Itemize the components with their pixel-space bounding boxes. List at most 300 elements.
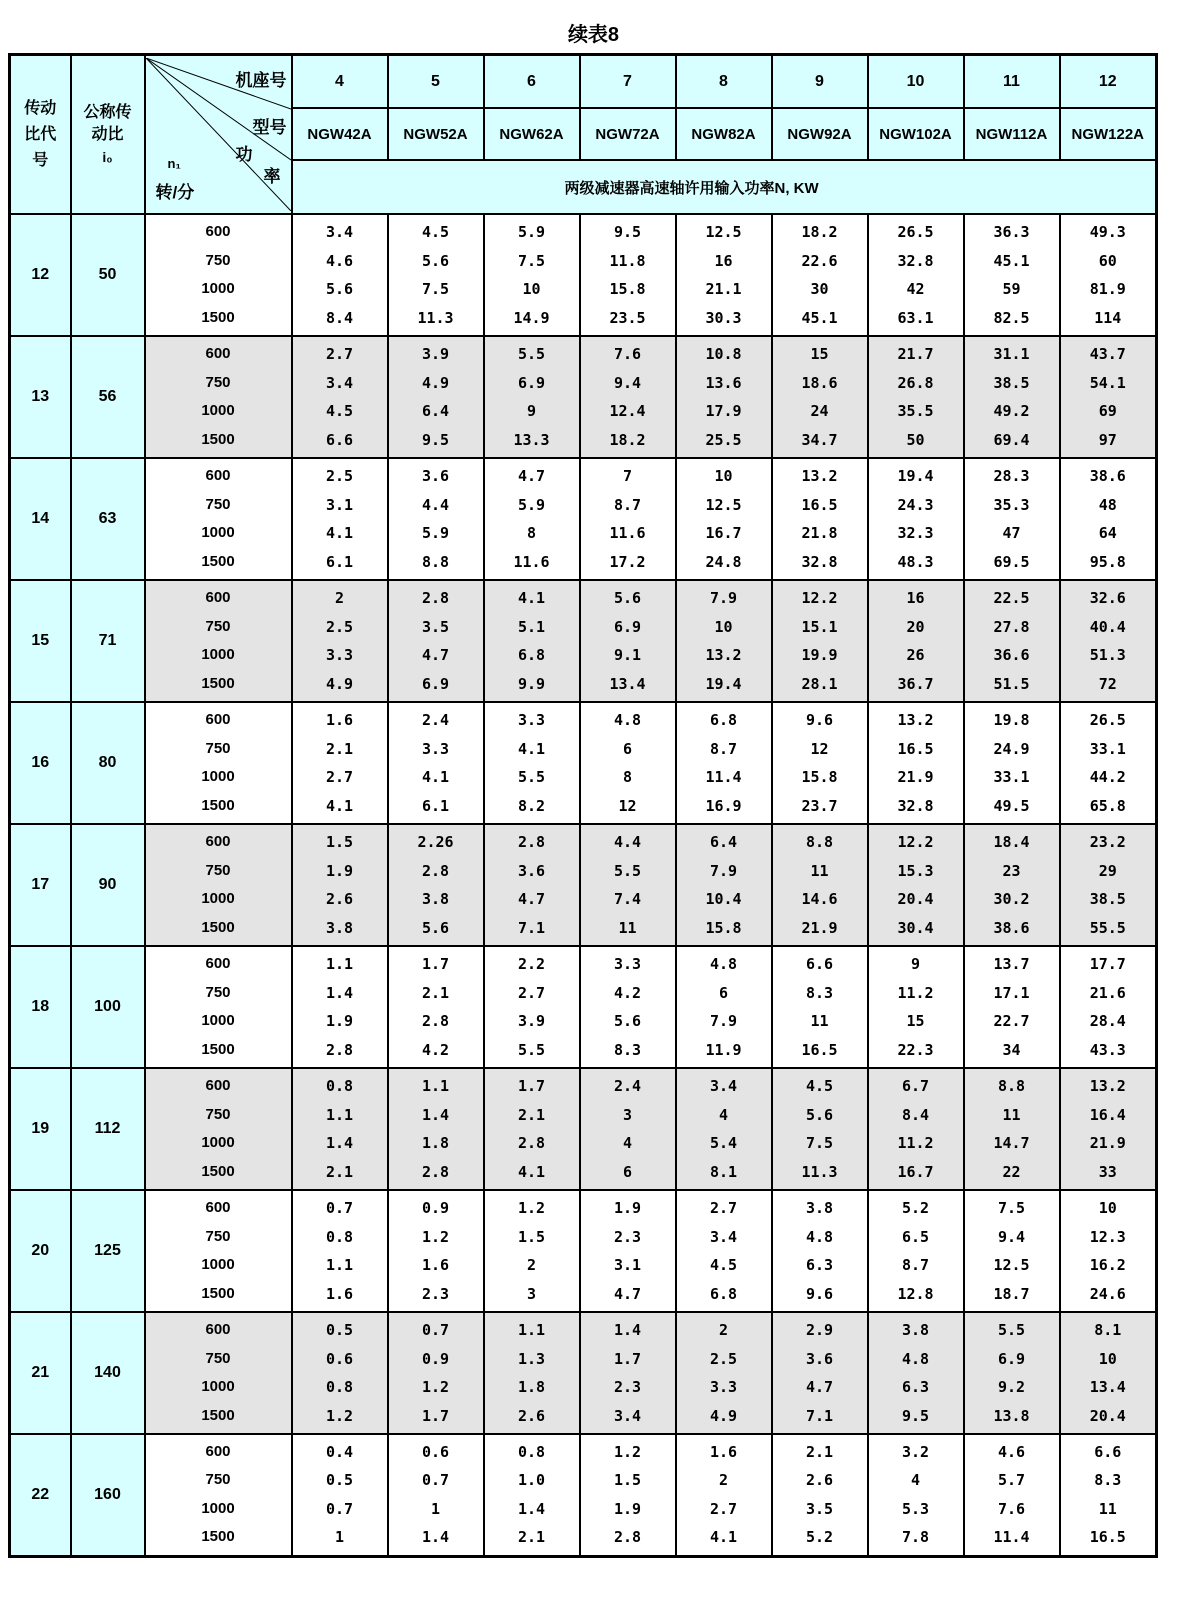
power-value: 27.8 xyxy=(993,617,1030,636)
power-value: 12.8 xyxy=(897,1284,934,1303)
power-value: 63.1 xyxy=(897,308,934,327)
power-value-cell xyxy=(1060,1312,1157,1434)
power-value: 22.6 xyxy=(801,251,838,270)
power-value: 3.8 xyxy=(421,890,450,908)
power-value: 6.1 xyxy=(325,552,354,571)
power-value: 23.5 xyxy=(609,308,646,327)
power-value: 97 xyxy=(1098,430,1117,449)
power-value: 32.8 xyxy=(897,796,934,815)
power-value: 2.7 xyxy=(325,345,354,363)
input-speed-value: 750 xyxy=(205,1227,231,1245)
model-header: NGW62A xyxy=(484,108,580,160)
power-value-cell xyxy=(676,336,772,458)
power-value: 1.2 xyxy=(517,1199,546,1217)
power-value: 48 xyxy=(1098,495,1117,514)
power-value-cell xyxy=(772,214,868,336)
power-value: 2.7 xyxy=(709,1199,738,1217)
power-value: 0.9 xyxy=(421,1199,450,1217)
power-value-cell xyxy=(580,1434,676,1556)
input-speed-value: 1500 xyxy=(201,1162,235,1180)
power-value: 38.5 xyxy=(993,373,1030,392)
power-value: 3.8 xyxy=(325,918,354,937)
frame-header: 9 xyxy=(772,55,868,109)
power-value: 24.6 xyxy=(1089,1284,1126,1303)
power-value: 24 xyxy=(810,402,829,420)
power-value: 20.4 xyxy=(897,890,934,908)
power-value: 11.3 xyxy=(417,308,454,327)
power-value: 13.4 xyxy=(1089,1378,1126,1396)
diag-speed-symbol: n₁ xyxy=(167,156,181,171)
power-value: 9.1 xyxy=(613,646,642,664)
power-value-cell xyxy=(292,1190,388,1312)
power-value-cell xyxy=(1060,702,1157,824)
power-value: 8.1 xyxy=(709,1162,738,1181)
power-value: 6.6 xyxy=(805,955,834,973)
power-value: 9.5 xyxy=(421,430,450,449)
power-value: 31.1 xyxy=(993,345,1030,363)
power-value: 0.8 xyxy=(517,1442,546,1461)
power-value: 6.4 xyxy=(709,833,738,851)
power-value: 21.9 xyxy=(801,918,838,937)
power-value-cell xyxy=(580,946,676,1068)
power-value: 4.9 xyxy=(325,674,354,693)
power-value: 12.2 xyxy=(897,833,934,851)
power-value: 44.2 xyxy=(1089,768,1126,786)
power-value: 3.5 xyxy=(805,1499,834,1518)
power-value: 3.3 xyxy=(517,711,546,729)
power-value-cell xyxy=(772,580,868,702)
power-value: 12.5 xyxy=(705,223,742,241)
power-value: 4.1 xyxy=(517,1162,546,1181)
power-value-cell xyxy=(964,214,1060,336)
power-value-cell xyxy=(868,824,964,946)
power-value: 4.7 xyxy=(805,1378,834,1396)
power-value: 3 xyxy=(622,1105,633,1124)
power-value: 0.4 xyxy=(325,1442,354,1461)
power-value: 12.2 xyxy=(801,589,838,607)
power-value-cell xyxy=(964,458,1060,580)
power-value-cell xyxy=(676,1068,772,1190)
power-value: 3.4 xyxy=(325,373,354,392)
power-value: 9.4 xyxy=(997,1227,1026,1246)
power-value: 16.9 xyxy=(705,796,742,815)
power-value: 6.5 xyxy=(901,1227,930,1246)
power-value: 3.2 xyxy=(901,1442,930,1461)
power-value: 3.8 xyxy=(901,1321,930,1339)
power-value: 30 xyxy=(810,280,829,298)
table-row xyxy=(10,580,1157,702)
power-value: 2.5 xyxy=(325,467,354,485)
power-value: 6.9 xyxy=(421,674,450,693)
power-value-cell xyxy=(964,1190,1060,1312)
nominal-ratio-cell: 80 xyxy=(71,702,145,824)
power-value: 38.6 xyxy=(1089,467,1126,485)
power-value: 6.7 xyxy=(901,1077,930,1095)
power-value: 11.4 xyxy=(705,768,742,786)
power-value: 3 xyxy=(526,1284,537,1303)
power-value: 6.4 xyxy=(421,402,450,420)
power-value: 1.6 xyxy=(325,1284,354,1303)
power-value: 36.7 xyxy=(897,674,934,693)
power-value: 0.5 xyxy=(325,1321,354,1339)
power-value: 2.8 xyxy=(517,1134,546,1152)
header-nominal-ratio-line: 公称传 xyxy=(83,103,132,121)
power-value: 7 xyxy=(622,467,633,485)
power-value-cell xyxy=(292,214,388,336)
power-value: 5.9 xyxy=(517,223,546,241)
power-value-cell xyxy=(484,1190,580,1312)
power-value: 3.9 xyxy=(421,345,450,363)
power-value: 1.2 xyxy=(325,1406,354,1425)
power-value: 4.6 xyxy=(325,251,354,270)
power-value: 14.9 xyxy=(513,308,550,327)
power-value: 22.5 xyxy=(993,589,1030,607)
power-value-cell xyxy=(388,1434,484,1556)
power-value: 1.7 xyxy=(517,1077,546,1095)
power-value-cell xyxy=(388,1190,484,1312)
power-value: 8.8 xyxy=(421,552,450,571)
input-speed-value: 750 xyxy=(205,617,231,635)
table-row xyxy=(10,336,1157,458)
diag-frame-label: 机座号 xyxy=(235,71,287,90)
input-speed-value: 1500 xyxy=(201,796,235,814)
power-value: 15.3 xyxy=(897,861,934,880)
table-row xyxy=(10,1434,1157,1556)
power-value-cell xyxy=(388,1312,484,1434)
power-value: 2.4 xyxy=(613,1077,642,1095)
power-value: 49.2 xyxy=(993,402,1030,420)
power-value-cell xyxy=(676,458,772,580)
power-value: 3.3 xyxy=(421,739,450,758)
power-value: 21.1 xyxy=(705,280,742,298)
diag-power-label-1: 功 xyxy=(235,145,253,164)
power-value: 4.1 xyxy=(325,796,354,815)
power-value: 2.4 xyxy=(421,711,450,729)
power-value: 6.8 xyxy=(709,1284,738,1303)
power-value: 4.9 xyxy=(709,1406,738,1425)
power-value: 1.5 xyxy=(613,1471,642,1490)
table-row xyxy=(10,214,1157,336)
power-value-cell xyxy=(292,702,388,824)
power-value: 16.7 xyxy=(705,524,742,542)
power-value: 8.4 xyxy=(325,308,354,327)
power-value: 3.3 xyxy=(709,1378,738,1396)
input-speed-value: 1500 xyxy=(201,308,235,326)
power-value: 3.8 xyxy=(805,1199,834,1217)
input-speed-value: 1000 xyxy=(201,646,235,663)
power-value: 11.2 xyxy=(897,983,934,1002)
power-value-cell xyxy=(868,1434,964,1556)
power-value: 0.9 xyxy=(421,1349,450,1368)
power-value-cell xyxy=(580,1312,676,1434)
power-value: 18.6 xyxy=(801,373,838,392)
input-speed-cell xyxy=(145,1434,292,1556)
power-value: 7.8 xyxy=(901,1528,930,1547)
power-value: 16.5 xyxy=(1089,1528,1126,1547)
power-value: 7.5 xyxy=(517,251,546,270)
power-value: 4.7 xyxy=(517,890,546,908)
input-speed-cell xyxy=(145,458,292,580)
power-value: 36.3 xyxy=(993,223,1030,241)
power-value: 2.7 xyxy=(709,1499,738,1518)
power-value: 2.7 xyxy=(325,768,354,786)
input-speed-cell xyxy=(145,336,292,458)
power-value: 4.1 xyxy=(517,589,546,607)
input-speed-cell xyxy=(145,1312,292,1434)
power-value: 26.5 xyxy=(897,223,934,241)
power-value: 4.1 xyxy=(325,524,354,542)
power-value: 20 xyxy=(906,617,925,636)
power-value: 23.7 xyxy=(801,796,838,815)
power-value-cell xyxy=(580,214,676,336)
power-value: 5.1 xyxy=(517,617,546,636)
power-value: 2.1 xyxy=(517,1528,546,1547)
input-speed-value: 600 xyxy=(205,589,231,606)
power-value: 7.9 xyxy=(709,589,738,607)
power-value: 7.1 xyxy=(517,918,546,937)
input-speed-value: 600 xyxy=(205,955,231,972)
power-value-cell xyxy=(676,580,772,702)
power-value: 2 xyxy=(334,589,345,607)
power-value-cell xyxy=(580,702,676,824)
power-value: 34 xyxy=(1002,1040,1021,1059)
power-value-cell xyxy=(292,336,388,458)
power-value: 13.2 xyxy=(897,711,934,729)
power-value: 0.7 xyxy=(421,1471,450,1490)
power-value-cell xyxy=(868,458,964,580)
power-value: 26.5 xyxy=(1089,711,1126,729)
power-value: 7.1 xyxy=(805,1406,834,1425)
power-value-cell xyxy=(580,824,676,946)
power-value: 25.5 xyxy=(705,430,742,449)
power-value: 23 xyxy=(1002,861,1021,880)
power-value-cell xyxy=(676,824,772,946)
power-value: 81.9 xyxy=(1089,280,1126,298)
power-value: 72 xyxy=(1098,674,1117,693)
input-speed-cell xyxy=(145,824,292,946)
power-value: 1.9 xyxy=(613,1199,642,1217)
power-value: 0.7 xyxy=(421,1321,450,1339)
power-value: 23.2 xyxy=(1089,833,1126,851)
input-speed-cell xyxy=(145,702,292,824)
power-value-cell xyxy=(868,214,964,336)
power-value: 1 xyxy=(430,1499,441,1518)
power-value: 2.7 xyxy=(517,983,546,1002)
power-value: 17.7 xyxy=(1089,955,1126,973)
power-value: 30.4 xyxy=(897,918,934,937)
power-value: 4.8 xyxy=(709,955,738,973)
model-header: NGW72A xyxy=(580,108,676,160)
power-value: 51.3 xyxy=(1089,646,1126,664)
power-value: 35.3 xyxy=(993,495,1030,514)
power-value: 2.8 xyxy=(421,861,450,880)
power-value-cell xyxy=(1060,1434,1157,1556)
power-value: 16.5 xyxy=(801,495,838,514)
power-value-cell xyxy=(292,1312,388,1434)
power-value-cell xyxy=(388,580,484,702)
power-value: 2.8 xyxy=(613,1528,642,1547)
power-value: 51.5 xyxy=(993,674,1030,693)
power-value: 11.6 xyxy=(609,524,646,542)
power-value: 1.7 xyxy=(421,1406,450,1425)
input-speed-value: 1500 xyxy=(201,430,235,448)
power-value-cell xyxy=(676,1312,772,1434)
frame-header: 11 xyxy=(964,55,1060,109)
power-value-cell xyxy=(964,946,1060,1068)
power-value-cell xyxy=(484,946,580,1068)
power-value: 4.4 xyxy=(613,833,642,851)
input-speed-value: 600 xyxy=(205,223,231,240)
power-value: 11 xyxy=(618,918,637,937)
power-value: 95.8 xyxy=(1089,552,1126,571)
input-speed-value: 1000 xyxy=(201,768,235,785)
power-value: 2 xyxy=(526,1256,537,1274)
power-value: 26.8 xyxy=(897,373,934,392)
input-speed-value: 1500 xyxy=(201,674,235,692)
power-value: 1.1 xyxy=(325,1256,354,1274)
power-value-cell xyxy=(964,1312,1060,1434)
power-value: 4.6 xyxy=(997,1442,1026,1461)
input-speed-value: 600 xyxy=(205,345,231,362)
power-value: 0.6 xyxy=(325,1349,354,1368)
power-value: 11 xyxy=(1098,1499,1117,1518)
power-value: 5.6 xyxy=(613,1012,642,1030)
power-value: 1.5 xyxy=(325,833,354,851)
input-speed-value: 1000 xyxy=(201,1256,235,1273)
power-value: 12.5 xyxy=(705,495,742,514)
power-value: 6.9 xyxy=(997,1349,1026,1368)
power-value: 8.4 xyxy=(901,1105,930,1124)
power-value: 69 xyxy=(1098,402,1117,420)
power-value: 28.1 xyxy=(801,674,838,693)
table-row xyxy=(10,1068,1157,1190)
power-value: 6 xyxy=(622,739,633,758)
power-value-cell xyxy=(1060,824,1157,946)
power-value: 15.1 xyxy=(801,617,838,636)
power-value-cell xyxy=(484,580,580,702)
power-value: 1.3 xyxy=(517,1349,546,1368)
input-speed-value: 1000 xyxy=(201,1378,235,1395)
nominal-ratio-cell: 63 xyxy=(71,458,145,580)
power-value-cell xyxy=(772,1434,868,1556)
power-value: 1.8 xyxy=(421,1134,450,1152)
power-value: 24.8 xyxy=(705,552,742,571)
power-value-cell xyxy=(388,946,484,1068)
power-value: 18.4 xyxy=(993,833,1030,851)
power-value: 9.5 xyxy=(613,223,642,241)
power-value: 69.5 xyxy=(993,552,1030,571)
power-value: 4.2 xyxy=(421,1040,450,1059)
power-value-cell xyxy=(868,1068,964,1190)
power-value: 33 xyxy=(1098,1162,1117,1181)
power-value: 7.9 xyxy=(709,861,738,880)
model-header: NGW112A xyxy=(964,108,1060,160)
power-value: 21.9 xyxy=(1089,1134,1126,1152)
table-row xyxy=(10,458,1157,580)
power-value: 16.5 xyxy=(897,739,934,758)
power-value: 4.2 xyxy=(613,983,642,1002)
power-value-cell xyxy=(1060,580,1157,702)
power-value: 3.6 xyxy=(421,467,450,485)
power-value: 3.3 xyxy=(325,646,354,664)
power-value: 1.1 xyxy=(421,1077,450,1095)
power-value: 2.6 xyxy=(805,1471,834,1490)
ratio-code-cell: 16 xyxy=(10,702,71,824)
power-value: 2.8 xyxy=(325,1040,354,1059)
power-value: 1.1 xyxy=(325,955,354,973)
power-value: 22 xyxy=(1002,1162,1021,1181)
power-value: 4.9 xyxy=(421,373,450,392)
power-value: 10 xyxy=(714,617,733,636)
header-diagonal-cell xyxy=(145,55,292,215)
power-value: 1.9 xyxy=(613,1499,642,1518)
power-value: 3.1 xyxy=(325,495,354,514)
power-value: 2.1 xyxy=(325,739,354,758)
power-value-cell xyxy=(964,580,1060,702)
input-speed-value: 600 xyxy=(205,1321,231,1338)
power-value: 8.1 xyxy=(1094,1321,1122,1339)
power-value-cell xyxy=(868,580,964,702)
power-value: 48.3 xyxy=(897,552,934,571)
power-value-cell xyxy=(580,580,676,702)
power-value: 5.5 xyxy=(997,1321,1026,1339)
power-value-cell xyxy=(964,1434,1060,1556)
power-value: 13.8 xyxy=(993,1406,1030,1425)
power-value: 21.8 xyxy=(801,524,838,542)
power-value-cell xyxy=(676,702,772,824)
power-value-cell xyxy=(868,1312,964,1434)
power-value: 32.8 xyxy=(801,552,838,571)
power-value: 1.7 xyxy=(421,955,450,973)
input-speed-cell xyxy=(145,1190,292,1312)
input-speed-cell xyxy=(145,946,292,1068)
model-header: NGW82A xyxy=(676,108,772,160)
power-value-cell xyxy=(676,214,772,336)
power-value: 2.3 xyxy=(421,1284,450,1303)
power-value: 6.8 xyxy=(517,646,546,664)
power-value: 7.4 xyxy=(613,890,642,908)
power-value: 1.4 xyxy=(613,1321,642,1339)
power-value: 18.7 xyxy=(993,1284,1030,1303)
power-value-cell xyxy=(868,702,964,824)
power-rating-table xyxy=(8,53,1158,1558)
power-value: 3.3 xyxy=(613,955,642,973)
power-value: 0.6 xyxy=(421,1442,450,1461)
power-value: 4 xyxy=(622,1134,633,1152)
power-value: 28.3 xyxy=(993,467,1030,485)
power-value: 30.2 xyxy=(993,890,1030,908)
power-value: 12.3 xyxy=(1089,1227,1126,1246)
input-speed-value: 1500 xyxy=(201,1528,235,1546)
table-row xyxy=(10,1312,1157,1434)
input-speed-value: 1500 xyxy=(201,1284,235,1302)
power-value-cell xyxy=(676,946,772,1068)
power-value: 6.9 xyxy=(517,373,546,392)
nominal-ratio-cell: 160 xyxy=(71,1434,145,1556)
power-value: 54.1 xyxy=(1089,373,1126,392)
input-speed-value: 750 xyxy=(205,1105,231,1123)
header-nominal-ratio xyxy=(71,55,145,215)
power-value-cell xyxy=(292,946,388,1068)
power-value: 3.6 xyxy=(517,861,546,880)
nominal-ratio-cell: 56 xyxy=(71,336,145,458)
power-value: 4.7 xyxy=(613,1284,642,1303)
power-value: 8.7 xyxy=(709,739,738,758)
frame-header: 7 xyxy=(580,55,676,109)
power-value: 1.4 xyxy=(421,1105,450,1124)
power-value: 11 xyxy=(810,1012,829,1030)
power-value-cell xyxy=(964,1068,1060,1190)
